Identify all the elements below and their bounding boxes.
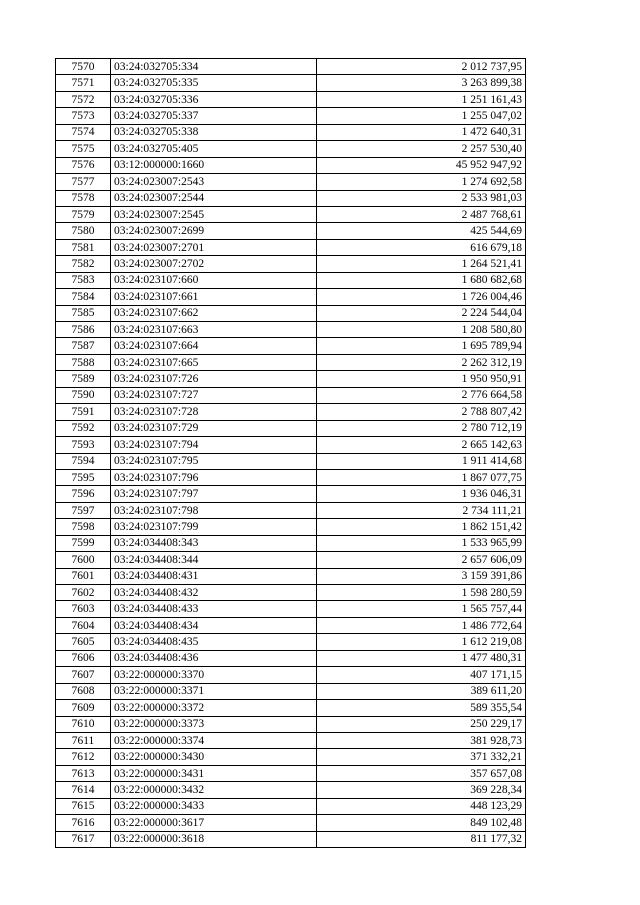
table-row xyxy=(56,798,526,814)
cadastral-value-cell: 371 332,21 xyxy=(317,749,526,765)
cadastral-value-cell: 2 012 737,95 xyxy=(317,59,526,75)
row-number-cell: 7571 xyxy=(56,75,111,91)
cadastral-value-cell: 2 776 664,58 xyxy=(317,387,526,403)
cadastral-number-cell: 03:24:023107:799 xyxy=(111,519,317,535)
table-row xyxy=(56,437,526,453)
table-row xyxy=(56,732,526,748)
cadastral-number-cell: 03:24:032705:405 xyxy=(111,141,317,157)
row-number-cell: 7602 xyxy=(56,585,111,601)
row-number-cell: 7578 xyxy=(56,190,111,206)
table-row xyxy=(56,371,526,387)
table-row xyxy=(56,601,526,617)
cadastral-value-cell: 616 679,18 xyxy=(317,239,526,255)
cadastral-number-cell: 03:24:034408:431 xyxy=(111,568,317,584)
row-number-cell: 7586 xyxy=(56,322,111,338)
row-number-cell: 7580 xyxy=(56,223,111,239)
row-number-cell: 7596 xyxy=(56,486,111,502)
row-number-cell: 7608 xyxy=(56,683,111,699)
table-row xyxy=(56,124,526,140)
cadastral-value-cell: 1 680 682,68 xyxy=(317,272,526,288)
table-row xyxy=(56,502,526,518)
row-number-cell: 7594 xyxy=(56,453,111,469)
row-number-cell: 7585 xyxy=(56,305,111,321)
cadastral-number-cell: 03:24:034408:343 xyxy=(111,535,317,551)
table-row xyxy=(56,91,526,107)
table-row xyxy=(56,585,526,601)
cadastral-number-cell: 03:24:034408:433 xyxy=(111,601,317,617)
row-number-cell: 7617 xyxy=(56,831,111,847)
table-row xyxy=(56,831,526,847)
cadastral-number-cell: 03:24:023107:728 xyxy=(111,404,317,420)
cadastral-value-cell: 589 355,54 xyxy=(317,700,526,716)
cadastral-value-cell: 1 726 004,46 xyxy=(317,289,526,305)
cadastral-value-cell: 1 274 692,58 xyxy=(317,174,526,190)
cadastral-number-cell: 03:24:023007:2702 xyxy=(111,256,317,272)
row-number-cell: 7575 xyxy=(56,141,111,157)
cadastral-value-cell: 1 598 280,59 xyxy=(317,585,526,601)
cadastral-value-cell: 1 208 580,80 xyxy=(317,322,526,338)
cadastral-number-cell: 03:24:023007:2543 xyxy=(111,174,317,190)
cadastral-number-cell: 03:24:032705:336 xyxy=(111,91,317,107)
table-row xyxy=(56,815,526,831)
row-number-cell: 7613 xyxy=(56,765,111,781)
table-row xyxy=(56,59,526,75)
table-body xyxy=(56,59,526,848)
table-row xyxy=(56,765,526,781)
table-row xyxy=(56,535,526,551)
cadastral-number-cell: 03:24:023107:729 xyxy=(111,420,317,436)
cadastral-number-cell: 03:24:023107:796 xyxy=(111,469,317,485)
cadastral-value-cell: 425 544,69 xyxy=(317,223,526,239)
cadastral-number-cell: 03:24:023107:794 xyxy=(111,437,317,453)
table-row xyxy=(56,223,526,239)
cadastral-value-cell: 2 788 807,42 xyxy=(317,404,526,420)
cadastral-number-cell: 03:22:000000:3433 xyxy=(111,798,317,814)
cadastral-number-cell: 03:24:023007:2544 xyxy=(111,190,317,206)
cadastral-value-cell: 407 171,15 xyxy=(317,667,526,683)
row-number-cell: 7600 xyxy=(56,552,111,568)
cadastral-value-cell: 1 867 077,75 xyxy=(317,469,526,485)
row-number-cell: 7597 xyxy=(56,502,111,518)
cadastral-number-cell: 03:24:023107:660 xyxy=(111,272,317,288)
cadastral-value-cell: 1 486 772,64 xyxy=(317,617,526,633)
row-number-cell: 7615 xyxy=(56,798,111,814)
row-number-cell: 7610 xyxy=(56,716,111,732)
row-number-cell: 7616 xyxy=(56,815,111,831)
table-row xyxy=(56,157,526,173)
cadastral-value-cell: 1 264 521,41 xyxy=(317,256,526,272)
row-number-cell: 7570 xyxy=(56,59,111,75)
cadastral-number-cell: 03:24:023107:664 xyxy=(111,338,317,354)
cadastral-value-cell: 1 936 046,31 xyxy=(317,486,526,502)
cadastral-number-cell: 03:24:034408:434 xyxy=(111,617,317,633)
table-row xyxy=(56,354,526,370)
row-number-cell: 7607 xyxy=(56,667,111,683)
row-number-cell: 7579 xyxy=(56,206,111,222)
row-number-cell: 7604 xyxy=(56,617,111,633)
row-number-cell: 7583 xyxy=(56,272,111,288)
cadastral-number-cell: 03:22:000000:3372 xyxy=(111,700,317,716)
cadastral-number-cell: 03:24:023107:726 xyxy=(111,371,317,387)
row-number-cell: 7592 xyxy=(56,420,111,436)
cadastral-value-cell: 389 611,20 xyxy=(317,683,526,699)
table-row xyxy=(56,239,526,255)
cadastral-value-cell: 2 734 111,21 xyxy=(317,502,526,518)
table-row xyxy=(56,634,526,650)
row-number-cell: 7582 xyxy=(56,256,111,272)
row-number-cell: 7576 xyxy=(56,157,111,173)
table-row xyxy=(56,650,526,666)
row-number-cell: 7581 xyxy=(56,239,111,255)
cadastral-value-cell: 1 950 950,91 xyxy=(317,371,526,387)
cadastral-value-cell: 1 477 480,31 xyxy=(317,650,526,666)
table-row xyxy=(56,667,526,683)
row-number-cell: 7589 xyxy=(56,371,111,387)
cadastral-value-cell: 1 695 789,94 xyxy=(317,338,526,354)
row-number-cell: 7609 xyxy=(56,700,111,716)
cadastral-number-cell: 03:24:023107:798 xyxy=(111,502,317,518)
cadastral-value-cell: 1 911 414,68 xyxy=(317,453,526,469)
cadastral-value-cell: 3 263 899,38 xyxy=(317,75,526,91)
row-number-cell: 7599 xyxy=(56,535,111,551)
cadastral-value-cell: 1 251 161,43 xyxy=(317,91,526,107)
row-number-cell: 7595 xyxy=(56,469,111,485)
table-row xyxy=(56,305,526,321)
cadastral-value-table xyxy=(55,58,526,848)
table-row xyxy=(56,716,526,732)
row-number-cell: 7577 xyxy=(56,174,111,190)
row-number-cell: 7598 xyxy=(56,519,111,535)
table-row xyxy=(56,141,526,157)
table-row xyxy=(56,256,526,272)
row-number-cell: 7612 xyxy=(56,749,111,765)
cadastral-value-cell: 2 487 768,61 xyxy=(317,206,526,222)
cadastral-value-cell: 357 657,08 xyxy=(317,765,526,781)
table-row xyxy=(56,469,526,485)
row-number-cell: 7605 xyxy=(56,634,111,650)
cadastral-value-cell: 1 612 219,08 xyxy=(317,634,526,650)
cadastral-number-cell: 03:22:000000:3370 xyxy=(111,667,317,683)
cadastral-number-cell: 03:24:023107:727 xyxy=(111,387,317,403)
cadastral-number-cell: 03:24:032705:337 xyxy=(111,108,317,124)
cadastral-value-cell: 45 952 947,92 xyxy=(317,157,526,173)
table-row xyxy=(56,749,526,765)
row-number-cell: 7587 xyxy=(56,338,111,354)
row-number-cell: 7603 xyxy=(56,601,111,617)
table-row xyxy=(56,108,526,124)
row-number-cell: 7584 xyxy=(56,289,111,305)
cadastral-number-cell: 03:12:000000:1660 xyxy=(111,157,317,173)
cadastral-value-cell: 250 229,17 xyxy=(317,716,526,732)
cadastral-number-cell: 03:22:000000:3373 xyxy=(111,716,317,732)
cadastral-number-cell: 03:22:000000:3371 xyxy=(111,683,317,699)
table-row xyxy=(56,289,526,305)
cadastral-number-cell: 03:24:023107:662 xyxy=(111,305,317,321)
cadastral-number-cell: 03:24:034408:436 xyxy=(111,650,317,666)
row-number-cell: 7574 xyxy=(56,124,111,140)
table-row xyxy=(56,568,526,584)
cadastral-number-cell: 03:24:034408:344 xyxy=(111,552,317,568)
cadastral-number-cell: 03:24:023007:2699 xyxy=(111,223,317,239)
cadastral-value-cell: 1 565 757,44 xyxy=(317,601,526,617)
cadastral-value-cell: 1 862 151,42 xyxy=(317,519,526,535)
table-row xyxy=(56,486,526,502)
cadastral-number-cell: 03:24:023107:795 xyxy=(111,453,317,469)
cadastral-value-cell: 448 123,29 xyxy=(317,798,526,814)
cadastral-value-cell: 3 159 391,86 xyxy=(317,568,526,584)
cadastral-value-cell: 1 533 965,99 xyxy=(317,535,526,551)
cadastral-number-cell: 03:24:032705:338 xyxy=(111,124,317,140)
cadastral-number-cell: 03:24:023107:661 xyxy=(111,289,317,305)
row-number-cell: 7611 xyxy=(56,732,111,748)
cadastral-number-cell: 03:24:034408:432 xyxy=(111,585,317,601)
cadastral-number-cell: 03:22:000000:3617 xyxy=(111,815,317,831)
cadastral-number-cell: 03:24:032705:334 xyxy=(111,59,317,75)
table-row xyxy=(56,338,526,354)
table-row xyxy=(56,420,526,436)
cadastral-number-cell: 03:22:000000:3431 xyxy=(111,765,317,781)
cadastral-number-cell: 03:22:000000:3430 xyxy=(111,749,317,765)
row-number-cell: 7588 xyxy=(56,354,111,370)
cadastral-number-cell: 03:24:023107:665 xyxy=(111,354,317,370)
row-number-cell: 7590 xyxy=(56,387,111,403)
table-row xyxy=(56,174,526,190)
table-row xyxy=(56,683,526,699)
cadastral-value-cell: 1 255 047,02 xyxy=(317,108,526,124)
cadastral-value-cell: 2 657 606,09 xyxy=(317,552,526,568)
cadastral-number-cell: 03:22:000000:3432 xyxy=(111,782,317,798)
table-row xyxy=(56,75,526,91)
cadastral-value-cell: 2 533 981,03 xyxy=(317,190,526,206)
cadastral-value-cell: 2 257 530,40 xyxy=(317,141,526,157)
cadastral-value-cell: 381 928,73 xyxy=(317,732,526,748)
row-number-cell: 7572 xyxy=(56,91,111,107)
table-row xyxy=(56,519,526,535)
cadastral-number-cell: 03:24:034408:435 xyxy=(111,634,317,650)
cadastral-value-cell: 369 228,34 xyxy=(317,782,526,798)
cadastral-value-cell: 811 177,32 xyxy=(317,831,526,847)
row-number-cell: 7593 xyxy=(56,437,111,453)
table-row xyxy=(56,404,526,420)
table-row xyxy=(56,700,526,716)
row-number-cell: 7614 xyxy=(56,782,111,798)
cadastral-number-cell: 03:24:023007:2701 xyxy=(111,239,317,255)
cadastral-number-cell: 03:24:023007:2545 xyxy=(111,206,317,222)
table-row xyxy=(56,190,526,206)
cadastral-number-cell: 03:24:023107:797 xyxy=(111,486,317,502)
cadastral-number-cell: 03:24:023107:663 xyxy=(111,322,317,338)
cadastral-value-cell: 2 262 312,19 xyxy=(317,354,526,370)
row-number-cell: 7573 xyxy=(56,108,111,124)
cadastral-value-cell: 2 780 712,19 xyxy=(317,420,526,436)
row-number-cell: 7591 xyxy=(56,404,111,420)
table-row xyxy=(56,322,526,338)
cadastral-number-cell: 03:22:000000:3374 xyxy=(111,732,317,748)
cadastral-value-cell: 1 472 640,31 xyxy=(317,124,526,140)
cadastral-value-cell: 849 102,48 xyxy=(317,815,526,831)
cadastral-number-cell: 03:24:032705:335 xyxy=(111,75,317,91)
table-row xyxy=(56,387,526,403)
cadastral-number-cell: 03:22:000000:3618 xyxy=(111,831,317,847)
cadastral-value-cell: 2 665 142,63 xyxy=(317,437,526,453)
table-row xyxy=(56,272,526,288)
table-row xyxy=(56,206,526,222)
table-row xyxy=(56,782,526,798)
cadastral-value-cell: 2 224 544,04 xyxy=(317,305,526,321)
row-number-cell: 7601 xyxy=(56,568,111,584)
row-number-cell: 7606 xyxy=(56,650,111,666)
table-row xyxy=(56,552,526,568)
table-row xyxy=(56,453,526,469)
table-row xyxy=(56,617,526,633)
